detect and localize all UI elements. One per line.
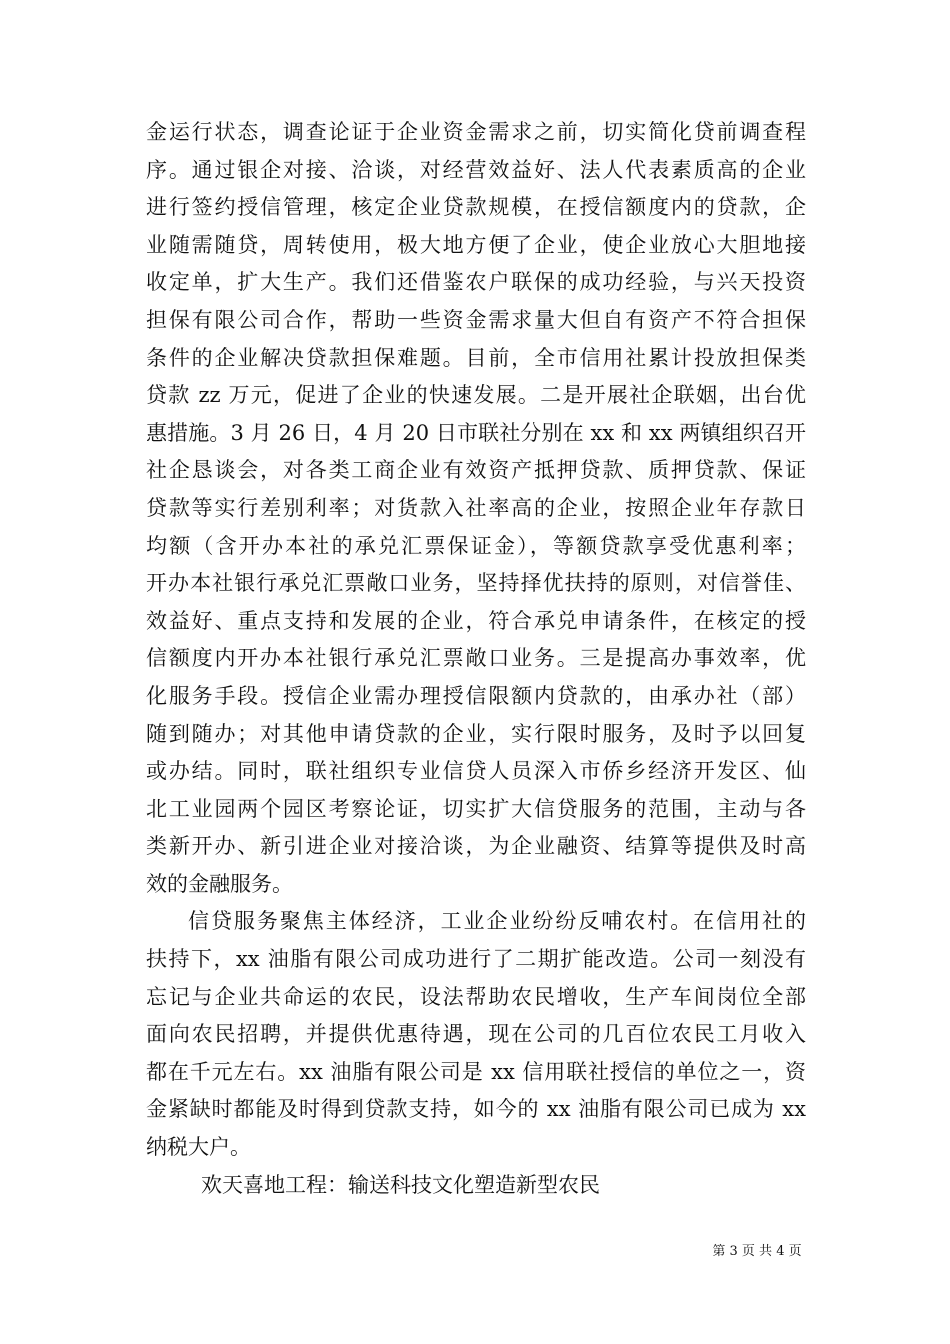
text-line: 效益好、重点支持和发展的企业，符合承兑申请条件，在核定的授: [146, 608, 806, 633]
text-line: 惠措施。3 月 26 日，4 月 20 日市联社分别在 xx 和 xx 两镇组织召开: [146, 420, 806, 445]
text-line: 信额度内开办本社银行承兑汇票敞口业务。三是提高办事效率，优: [146, 646, 806, 671]
text-line: 序。通过银企对接、洽谈，对经营效益好、法人代表素质高的企业: [146, 157, 806, 182]
text-line: 扶持下，xx 油脂有限公司成功进行了二期扩能改造。公司一刻没有: [146, 947, 806, 972]
section-heading: 欢天喜地工程：输送科技文化塑造新型农民: [201, 1172, 600, 1197]
text-line: 化服务手段。授信企业需办理授信限额内贷款的，由承办社（部）: [146, 683, 806, 708]
text-line: 业随需随贷，周转使用，极大地方便了企业，使企业放心大胆地接: [146, 232, 806, 257]
text-line: 担保有限公司合作，帮助一些资金需求量大但自有资产不符合担保: [146, 307, 806, 332]
text-line: 都在千元左右。xx 油脂有限公司是 xx 信用联社授信的单位之一，资: [146, 1059, 806, 1084]
text-line: 随到随办；对其他申请贷款的企业，实行限时服务，及时予以回复: [146, 721, 806, 746]
text-line: 北工业园两个园区考察论证，切实扩大信贷服务的范围，主动与各: [146, 796, 806, 821]
text-line: 进行签约授信管理，核定企业贷款规模，在授信额度内的贷款，企: [146, 195, 806, 220]
page-number: 第 3 页 共 4 页: [712, 1244, 802, 1259]
text-line: 金运行状态，调查论证于企业资金需求之前，切实简化贷前调查程: [146, 120, 806, 144]
text-line: 均额（含开办本社的承兑汇票保证金），等额贷款享受优惠利率；: [146, 533, 806, 558]
page-footer: [0, 1242, 950, 1262]
text-line: 信贷服务聚焦主体经济，工业企业纷纷反哺农村。在信用社的: [188, 909, 806, 934]
text-line: 面向农民招聘，并提供优惠待遇，现在公司的几百位农民工月收入: [146, 1022, 806, 1047]
text-line: 忘记与企业共命运的农民，设法帮助农民增收，生产车间岗位全部: [146, 984, 806, 1009]
text-line: 条件的企业解决贷款担保难题。目前，全市信用社累计投放担保类: [146, 345, 806, 370]
text-line: 金紧缺时都能及时得到贷款支持，如今的 xx 油脂有限公司已成为 xx: [146, 1097, 806, 1122]
text-line: 类新开办、新引进企业对接洽谈，为企业融资、结算等提供及时高: [146, 834, 806, 859]
body-text: [146, 114, 806, 1204]
text-line: 贷款等实行差别利率；对货款入社率高的企业，按照企业年存款日: [146, 495, 806, 520]
text-line: 效的金融服务。: [146, 871, 293, 896]
text-line: 收定单，扩大生产。我们还借鉴农户联保的成功经验，与兴天投资: [146, 270, 806, 295]
text-line: 或办结。同时，联社组织专业信贷人员深入市侨乡经济开发区、仙: [146, 759, 806, 784]
text-line: 开办本社银行承兑汇票敞口业务，坚持择优扶持的原则，对信誉佳、: [146, 571, 806, 596]
text-line: 社企恳谈会，对各类工商企业有效资产抵押贷款、质押贷款、保证: [146, 458, 806, 483]
text-line: 贷款 zz 万元，促进了企业的快速发展。二是开展社企联姻，出台优: [146, 383, 806, 408]
text-line: 纳税大户。: [146, 1135, 251, 1160]
